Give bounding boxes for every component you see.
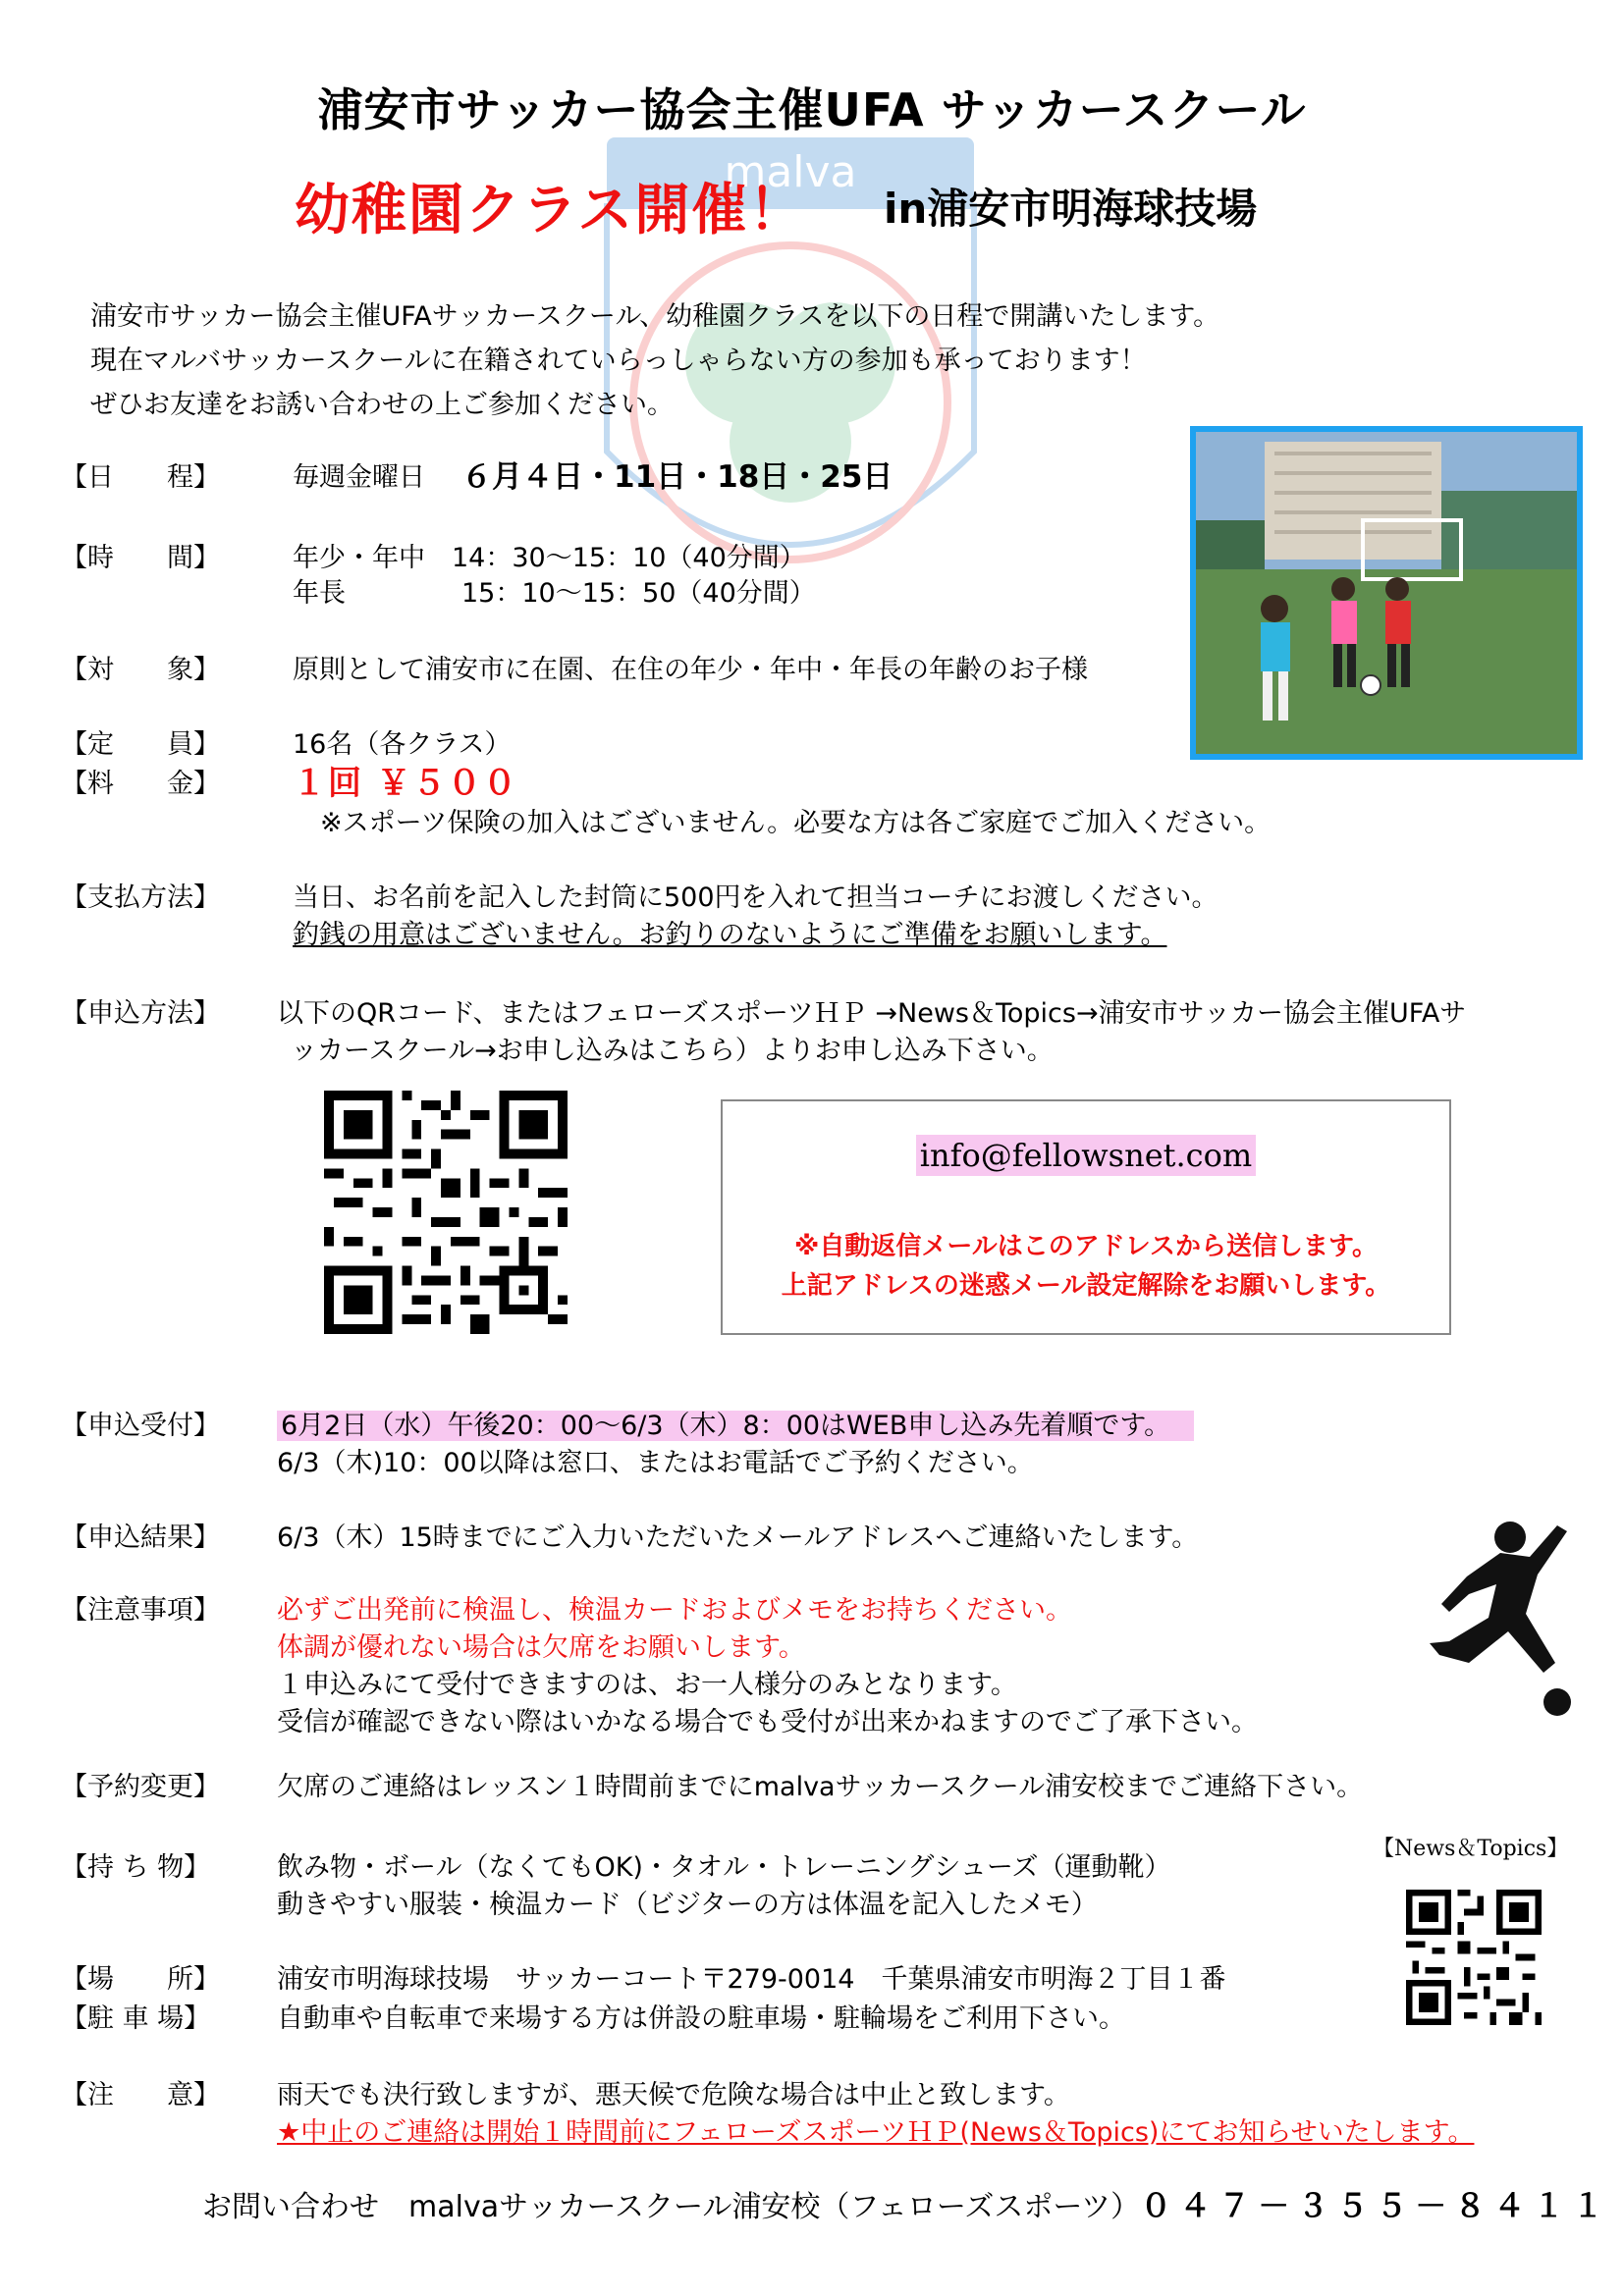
payment-label: 【支払方法】 — [61, 882, 220, 913]
schedule-prefix: 毎週金曜日 — [293, 462, 425, 493]
parking-text: 自動車や自転車で来場する方は併設の駐車場・駐輪場をご利用下さい。 — [277, 2003, 1125, 2034]
time-row-2-grade: 年長 — [293, 578, 346, 609]
parking-label: 【駐 車 場】 — [61, 2003, 211, 2034]
email-notice-line: ※自動返信メールはこのアドレスから送信します。 — [794, 1232, 1378, 1261]
time-row-2-time: 15：10～15：50（40分間） — [461, 578, 816, 609]
caution-line-2: ★中止のご連絡は開始１時間前にフェローズスポーツＨＰ(News＆Topics)にてお知らせいたします。 — [277, 2117, 1475, 2148]
caution-line-1: 雨天でも決行致しますが、悪天候で危険な場合は中止と致します。 — [277, 2080, 1070, 2110]
target-text: 原則として浦安市に在園、在住の年少・年中・年長の年齢のお子様 — [293, 655, 1088, 685]
kids-soccer-photo — [1190, 426, 1583, 760]
reception-label: 【申込受付】 — [61, 1411, 220, 1441]
watermark-text: malva — [724, 147, 857, 197]
subtitle-venue: in浦安市明海球技場 — [884, 185, 1258, 233]
capacity-label: 【定 員】 — [61, 729, 220, 760]
email-notice — [723, 1227, 1449, 1306]
intro-line: 浦安市サッカー協会主催UFAサッカースクール、幼稚園クラスを以下の日程で開講いたします。 — [90, 301, 1220, 332]
items-label: 【持 ち 物】 — [61, 1852, 211, 1883]
reception-line-1-wrapper — [277, 1404, 1194, 1442]
notes-red-line-1: 必ずご出発前に検温し、検温カードおよびメモをお持ちください。 — [277, 1595, 1072, 1626]
apply-label: 【申込方法】 — [61, 998, 220, 1029]
schedule-dates: ６月４日・11日・18日・25日 — [461, 459, 893, 495]
footer-text: お問い合わせ malvaサッカースクール浦安校（フェローズスポーツ） — [202, 2190, 1141, 2224]
application-qr-code[interactable] — [324, 1090, 568, 1335]
contact-email-wrapper — [723, 1137, 1449, 1174]
news-topics-label: 【News＆Topics】 — [1373, 1837, 1569, 1861]
result-text: 6/3（木）15時までにご入力いただいたメールアドレスへご連絡いたします。 — [277, 1522, 1199, 1553]
items-line-2: 動きやすい服装・検温カード（ビジターの方は体温を記入したメモ） — [277, 1890, 1098, 1920]
fee-amount: １回 ￥５００ — [293, 764, 518, 803]
time-row-1: 年少・年中 14：30～15：10（40分間） — [293, 543, 806, 573]
intro-line: 現在マルバサッカースクールに在籍されていらっしゃらない方の参加も承っております！ — [90, 346, 1147, 376]
intro-paragraph — [90, 294, 1219, 427]
capacity-text: 16名（各クラス） — [293, 729, 512, 760]
apply-line-1: 以下のQRコード、またはフェローズスポーツＨＰ →News＆Topics→浦安市サッカー協会主催UFAサ — [277, 998, 1467, 1029]
reception-line-2: 6/3（木)10：00以降は窓口、またはお電話でご予約ください。 — [277, 1448, 1034, 1478]
footer-phone-number[interactable]: ０４７－３５５－８４１１ — [1140, 2187, 1612, 2224]
contact-email[interactable]: info@fellowsnet.com — [916, 1135, 1256, 1176]
payment-line-2: 釣銭の用意はございません。お釣りのないようにご準備をお願いします。 — [293, 920, 1167, 950]
caution-label: 【注 意】 — [61, 2080, 220, 2110]
fee-label: 【料 金】 — [61, 769, 220, 799]
change-label: 【予約変更】 — [61, 1772, 220, 1802]
notes-line-4: 受信が確認できない際はいかなる場合でも受付が出来かねますのでご了承下さい。 — [277, 1707, 1258, 1737]
news-topics-qr-code[interactable] — [1406, 1889, 1542, 2026]
schedule-label: 【日 程】 — [61, 462, 220, 493]
notes-label: 【注意事項】 — [61, 1595, 220, 1626]
soccer-player-silhouette-icon — [1410, 1516, 1575, 1722]
time-label: 【時 間】 — [61, 543, 220, 573]
items-line-1: 飲み物・ボール（なくてもOK)・タオル・トレーニングシューズ（運動靴） — [277, 1852, 1171, 1883]
notes-red-line-2: 体調が優れない場合は欠席をお願いします。 — [277, 1632, 805, 1663]
intro-line: ぜひお友達をお誘い合わせの上ご参加ください。 — [90, 390, 674, 420]
main-title: 浦安市サッカー協会主催UFA サッカースクール — [317, 83, 1307, 136]
place-text: 浦安市明海球技場 サッカーコート〒279-0014 千葉県浦安市明海２丁目１番 — [277, 1964, 1226, 1995]
email-contact-box — [721, 1099, 1451, 1335]
place-label: 【場 所】 — [61, 1964, 220, 1995]
apply-line-2: ッカースクール→お申し込みはこちら）よりお申し込み下さい。 — [291, 1036, 1054, 1066]
footer-contact — [202, 2181, 1611, 2226]
reception-line-1: 6月2日（水）午後20：00～6/3（木）8：00はWEB申し込み先着順です。 — [277, 1411, 1194, 1441]
subtitle-kindergarten-class: 幼稚園クラス開催！ — [295, 179, 806, 242]
fee-note: ※スポーツ保険の加入はございません。必要な方は各ご家庭でご加入ください。 — [320, 808, 1272, 838]
notes-line-3: １申込みにて受付できますのは、お一人様分のみとなります。 — [277, 1670, 1017, 1700]
payment-line-1: 当日、お名前を記入した封筒に500円を入れて担当コーチにお渡しください。 — [293, 882, 1218, 913]
result-label: 【申込結果】 — [61, 1522, 220, 1553]
change-text: 欠席のご連絡はレッスン１時間前までにmalvaサッカースクール浦安校までご連絡下さい。 — [277, 1772, 1364, 1802]
target-label: 【対 象】 — [61, 655, 220, 685]
email-notice-line: 上記アドレスの迷惑メール設定解除をお願いします。 — [781, 1271, 1391, 1301]
